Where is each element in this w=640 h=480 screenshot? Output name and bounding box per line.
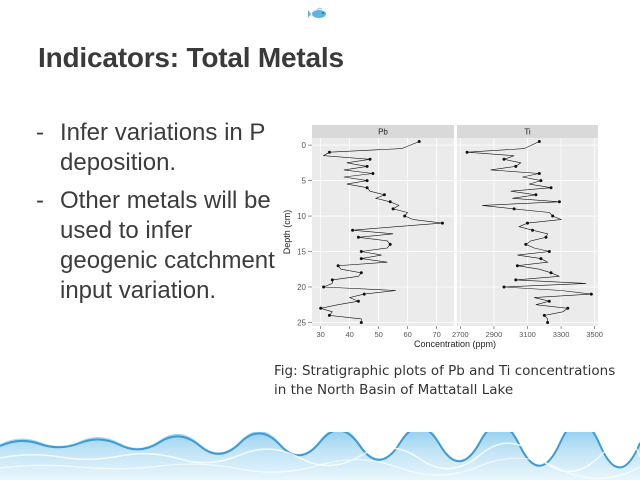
data-point	[539, 179, 542, 182]
data-point	[514, 278, 517, 281]
y-tick-label: 0	[301, 141, 306, 151]
y-axis-label: Depth (cm)	[282, 209, 292, 255]
panel-background	[312, 138, 454, 326]
data-point	[466, 151, 469, 154]
data-point	[531, 229, 534, 232]
data-point	[366, 186, 369, 189]
data-point	[392, 207, 395, 210]
bullet-dash: -	[36, 119, 44, 146]
x-tick-label: 3300	[552, 330, 570, 339]
x-tick-label: 40	[345, 330, 354, 339]
bullet-item	[36, 118, 276, 178]
data-point	[566, 307, 569, 310]
slide-title: Indicators: Total Metals	[38, 42, 344, 73]
x-tick-label: 3100	[519, 330, 536, 339]
data-point	[543, 314, 546, 317]
data-point	[526, 222, 529, 225]
data-point	[371, 172, 374, 175]
data-point	[389, 200, 392, 203]
data-point	[524, 243, 527, 246]
data-point	[363, 293, 366, 296]
bullet-text: Infer variations in P deposition.	[60, 119, 265, 176]
data-point	[548, 300, 551, 303]
x-tick-label: 2700	[452, 330, 469, 339]
data-point	[545, 236, 548, 239]
data-point	[418, 140, 421, 143]
data-point	[538, 172, 541, 175]
water-wave-decoration	[0, 432, 640, 480]
data-point	[441, 222, 444, 225]
data-point	[389, 243, 392, 246]
data-point	[539, 257, 542, 260]
data-point	[548, 250, 551, 253]
data-point	[514, 165, 517, 168]
panel-strip-label: Pb	[378, 127, 388, 137]
data-point	[331, 278, 334, 281]
data-point	[538, 140, 541, 143]
figure-caption	[274, 362, 634, 400]
data-point	[590, 293, 593, 296]
y-tick-label: 10	[297, 212, 306, 222]
caption-line: in the North Basin of Mattatall Lake	[274, 382, 514, 398]
x-axis-label: Concentration (ppm)	[413, 339, 497, 349]
bullet-list	[36, 118, 276, 314]
data-point	[513, 207, 516, 210]
data-point	[357, 300, 360, 303]
data-point	[337, 264, 340, 267]
data-point	[383, 193, 386, 196]
stratigraphic-chart	[280, 120, 610, 360]
y-tick-label: 25	[297, 318, 306, 328]
data-point	[550, 271, 553, 274]
data-point	[357, 236, 360, 239]
data-point	[360, 257, 363, 260]
data-point	[360, 271, 363, 274]
data-point	[369, 158, 372, 161]
data-point	[546, 321, 549, 324]
x-tick-label: 30	[316, 330, 325, 339]
data-point	[322, 286, 325, 289]
x-tick-label: 50	[374, 330, 383, 339]
data-point	[550, 186, 553, 189]
panel-ti	[452, 125, 603, 339]
y-tick-label: 15	[297, 247, 306, 257]
x-tick-label: 60	[403, 330, 412, 339]
panel-strip-label: Ti	[524, 127, 531, 137]
data-point	[366, 179, 369, 182]
data-point	[403, 215, 406, 218]
data-point	[360, 250, 363, 253]
y-tick-label: 5	[301, 176, 306, 186]
fish-logo-icon	[308, 6, 330, 20]
x-tick-label: 2900	[485, 330, 503, 339]
bullet-dash: -	[36, 187, 44, 214]
data-point	[360, 321, 363, 324]
panel-pb	[312, 125, 454, 339]
data-point	[351, 229, 354, 232]
caption-line: Fig: Stratigraphic plots of Pb and Ti concentrations	[274, 363, 616, 379]
data-point	[551, 215, 554, 218]
x-tick-label: 70	[432, 330, 441, 339]
data-point	[319, 307, 322, 310]
data-point	[516, 264, 519, 267]
data-point	[328, 314, 331, 317]
data-point	[558, 200, 561, 203]
x-tick-label: 3500	[586, 330, 603, 339]
data-point	[503, 286, 506, 289]
bullet-item	[36, 186, 276, 306]
data-point	[328, 151, 331, 154]
data-point	[366, 165, 369, 168]
data-point	[503, 158, 506, 161]
bullet-text: Other metals will be used to infer geogenic catchment input variation.	[60, 187, 275, 304]
y-tick-label: 20	[297, 282, 306, 292]
data-point	[534, 193, 537, 196]
